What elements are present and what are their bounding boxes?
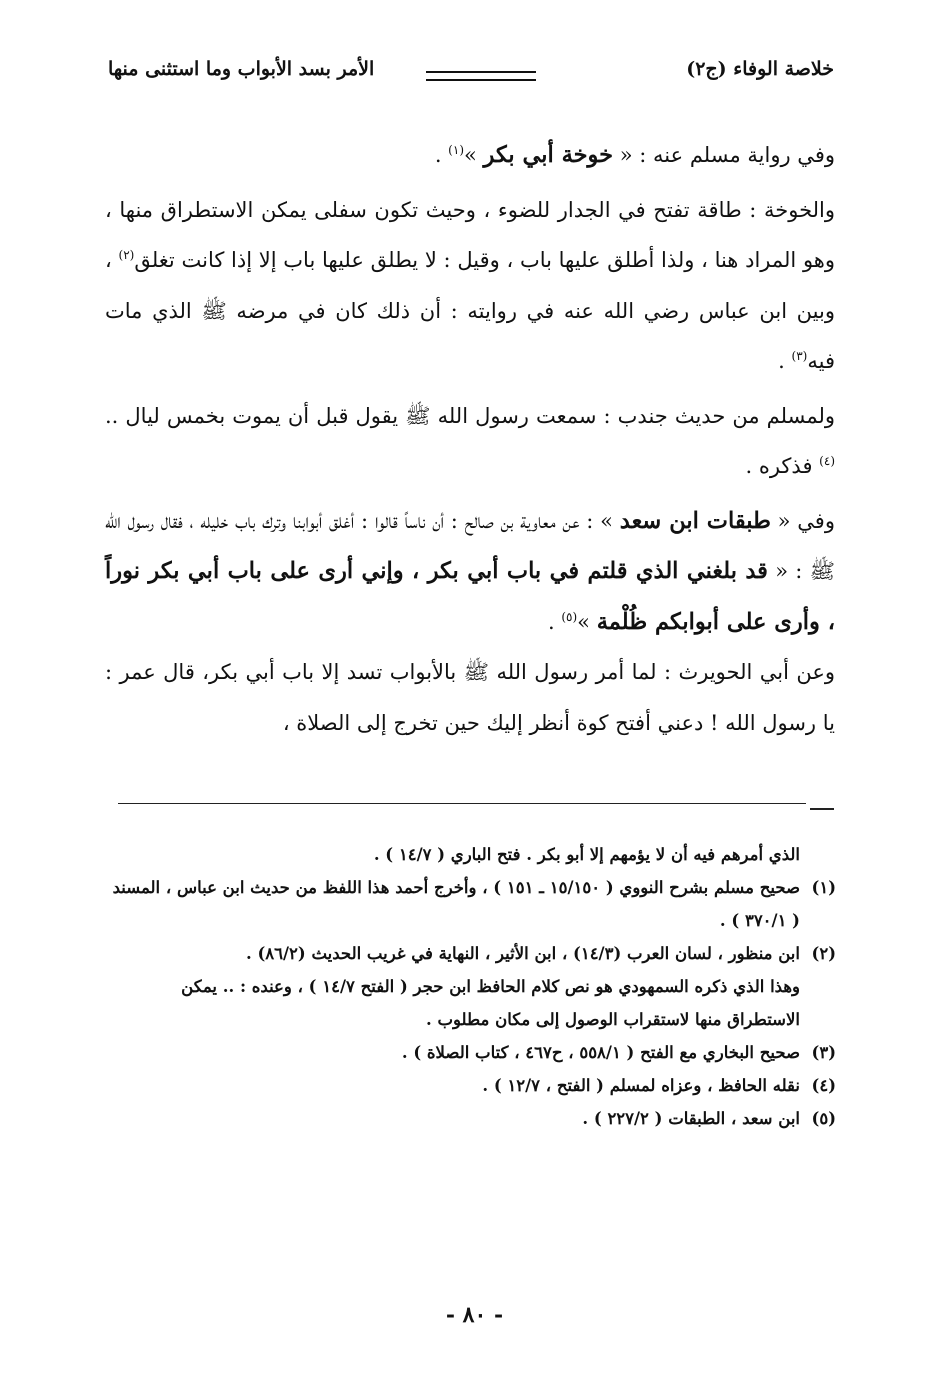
- text-run: وفي «: [770, 508, 835, 533]
- text-run: »: [577, 609, 597, 634]
- footnotes: [112, 838, 836, 1135]
- footnote-number: (١): [811, 878, 836, 897]
- running-header: [108, 58, 834, 94]
- text-run: .: [434, 143, 449, 167]
- footnote-text: صحيح مسلم بشرح النووي ( ١٥/١٥٠ ـ ١٥١ ) ، وأخرج أحمد هذا اللفظ من حديث ابن عباس ، المسند ( ٣٧٠/١ ) .: [112, 878, 800, 930]
- footnote-text: صحيح البخاري مع الفتح ( ٥٥٨/١ ، ح٤٦٧ ، كتاب الصلاة ) .: [401, 1043, 800, 1062]
- text-run: ، وبين ابن عباس رضي الله عنه في روايته : أن ذلك كان في مرضه ﷺ الذي مات فيه: [105, 248, 835, 373]
- footnote-ref: (٢): [118, 248, 135, 262]
- footnote: [112, 970, 836, 1036]
- main-text: [105, 130, 835, 748]
- footnote-text: نقله الحافظ ، وعزاه لمسلم ( الفتح ، ١٢/٧ ) .: [482, 1076, 800, 1095]
- footnote-text: الذي أمرهم فيه أن لا يؤمهم إلا أبو بكر . فتح الباري ( ١٤/٧ ) .: [373, 845, 800, 864]
- chapter-title: الأمر بسد الأبواب وما استثنى منها: [108, 58, 375, 80]
- bold-quote: خوخة أبي بكر: [483, 142, 614, 168]
- text-run: »: [464, 143, 484, 167]
- footnote-number: (٣): [811, 1043, 836, 1062]
- text-run: وعن أبي الحويرث : لما أمر رسول الله ﷺ بالأبواب تسد إلا باب أبي بكر، قال عمر : يا رسول الله ! دعني أفتح كوة أنظر إليك حين تخرج إلى الصلاة ،: [105, 660, 835, 735]
- text-run: .: [547, 609, 562, 634]
- footnote-text: ابن منظور ، لسان العرب (١٤/٣) ، ابن الأثير ، النهاية في غريب الحديث (٨٦/٢) .: [245, 944, 800, 963]
- book-title: خلاصة الوفاء (ج٢): [686, 58, 834, 80]
- footnote: [112, 937, 836, 970]
- bold-quote: طبقات ابن سعد: [619, 507, 771, 534]
- footnote-text: ابن سعد ، الطبقات ( ٢٢٧/٢ ) .: [582, 1109, 800, 1128]
- footnote-dash: [810, 808, 834, 810]
- footnote: [112, 838, 836, 871]
- text-run: » : عن معاوية بن صالح : أن ناساً قالوا : أغلق أبوابنا وترك باب خليله ، فقال رسول الله ﷺ : «: [105, 508, 835, 583]
- page-number: - ٨٠ -: [445, 1302, 504, 1328]
- footnote-number: (٢): [811, 944, 836, 963]
- footnote-ref: (٥): [561, 609, 578, 624]
- paragraph: [105, 185, 835, 387]
- footnote: [112, 1069, 836, 1102]
- footnote: [112, 1036, 836, 1069]
- footnote-number: (٤): [811, 1076, 836, 1095]
- paragraph: [105, 130, 835, 181]
- footnote: [112, 1102, 836, 1135]
- footnote-text: وهذا الذي ذكره السمهودي هو نص كلام الحافظ ابن حجر ( الفتح ١٤/٧ ) ، وعنده : .. يمكن الاستطراق منها لاستقراب الوصول إلى مكان مطلوب .: [181, 977, 800, 1029]
- footnote-number: (٥): [811, 1109, 836, 1128]
- footnote: [112, 871, 836, 937]
- text-run: .: [778, 349, 792, 373]
- text-run: فذكره .: [745, 454, 820, 478]
- footnote-ref: (١): [448, 143, 464, 157]
- bold-quote: قد بلغني الذي قلتم في باب أبي بكر ، وإني أرى على باب أبي بكر نوراً ، وأرى على أبوابكم ظُلْمة: [105, 558, 835, 635]
- header-double-rule: [426, 71, 536, 81]
- paragraph: [105, 647, 835, 748]
- text-run: وفي رواية مسلم عنه : «: [613, 143, 835, 167]
- text-run: والخوخة : طاقة تفتح في الجدار للضوء ، وحيث تكون سفلى يمكن الاستطراق منها ، وهو المراد هنا ، ولذا أطلق عليها باب ، وقيل : لا يطلق عليها باب إلا إذا كانت تغلق: [105, 197, 836, 272]
- footnote-separator: [118, 803, 806, 804]
- footnote-ref: (٤): [819, 454, 835, 468]
- paragraph: [105, 496, 835, 648]
- text-run: ولمسلم من حديث جندب : سمعت رسول الله ﷺ يقول قبل أن يموت بخمس ليال ..: [105, 403, 835, 428]
- footnote-ref: (٣): [791, 349, 808, 363]
- paragraph: [105, 391, 835, 492]
